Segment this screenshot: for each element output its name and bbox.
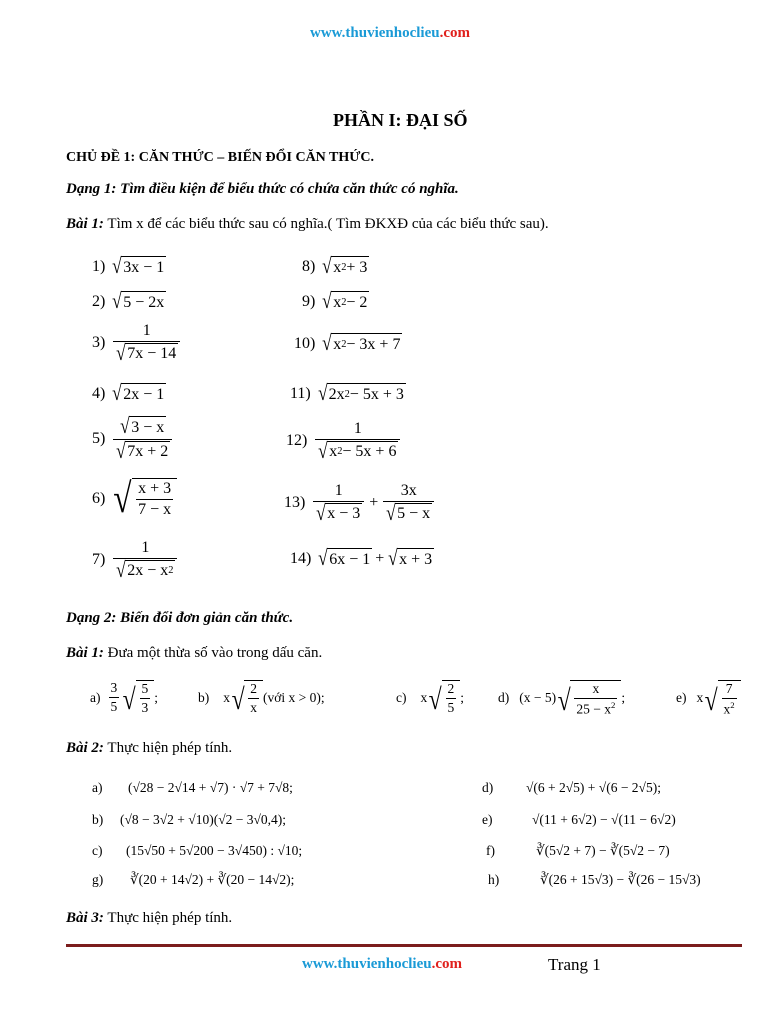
expr-11: 11) √ 2x 2 − 5x + 3 [290,381,404,405]
expr-4: 4) √ 2x − 1 [92,381,165,405]
page-title: PHẦN I: ĐẠI SỐ [333,110,468,130]
ex2-e: e) x √ 7 $x^2$ [676,680,741,717]
footer-website[interactable]: www.thuvienhoclieu.com [302,956,463,972]
ex3-a: a) (√28 − 2√14 + √7) · √7 + 7√8; [92,780,293,795]
header-website[interactable]: www.thuvienhoclieu.com [310,25,471,41]
expr-2: 2) √ 5 − 2x [92,289,165,313]
expr-9: 9) √ x 2 − 2 [302,289,368,313]
ex2-a: a) 3 5 √ 5 3 ; [90,680,159,716]
topic-heading: CHỦ ĐỀ 1: CĂN THỨC – BIẾN ĐỔI CĂN THỨC. [66,150,375,165]
expr-13: 13) 1 √ x − 3 + 3x √ 5 − x [284,482,436,524]
dang-1-heading: Dạng 1: Tìm điều kiện để biểu thức có chứa căn thức có nghĩa. [66,181,459,197]
expr-3: 3) 1 √ 7x − 14 [92,322,182,364]
expr-1: 1) √ 3x − 1 [92,254,165,278]
page-number: Trang 1 [548,955,601,974]
expr-10: 10) √ x 2 − 3x + 7 [294,331,401,355]
expr-6: 6) √ x + 3 7 − x [92,478,177,520]
expr-7: 7) 1 √ 2x − x 2 [92,539,179,581]
footer-divider [66,944,742,947]
ex3-g: g) ∛(20 + 14√2) + ∛(20 − 14√2); [92,872,295,887]
bai-2-3-text: Bài 3: Thực hiện phép tính. [66,910,233,926]
ex2-b: b) x √ 2 x (với x > 0); [198,681,325,716]
expr-12: 12) 1 √ x 2 − 5x + 6 [286,420,402,462]
expr-8: 8) √ x 2 + 3 [302,254,368,278]
expr-5: 5) √ 3 − x √ 7x + 2 [92,416,174,462]
ex2-d: d) (x − 5) √ x $25 - x^2$ ; [498,681,626,718]
ex3-h: h) ∛(26 + 15√3) − ∛(26 − 15√3) [488,872,701,887]
bai-1-text: Bài 1: Tìm x để các biểu thức sau có nghĩa.( Tìm ĐKXĐ của các biểu thức sau). [66,216,549,232]
ex3-f: f) ∛(5√2 + 7) − ∛(5√2 − 7) [486,843,670,858]
ex3-e: e) √(11 + 6√2) − √(11 − 6√2) [482,812,676,827]
bai-2-2-text: Bài 2: Thực hiện phép tính. [66,740,233,756]
ex3-d: d) √(6 + 2√5) + √(6 − 2√5); [482,780,661,795]
ex3-b: b) (√8 − 3√2 + √10)(√2 − 3√0,4); [92,812,286,827]
ex3-c: c) (15√50 + 5√200 − 3√450) : √10; [92,843,303,858]
ex2-c: c) x √ 2 5 ; [396,681,465,716]
expr-14: 14) √ 6x − 1 + √ x + 3 [290,546,433,570]
dang-2-heading: Dạng 2: Biến đổi đơn giản căn thức. [66,610,294,626]
bai-2-1-text: Bài 1: Đưa một thừa số vào trong dấu căn. [66,645,323,661]
